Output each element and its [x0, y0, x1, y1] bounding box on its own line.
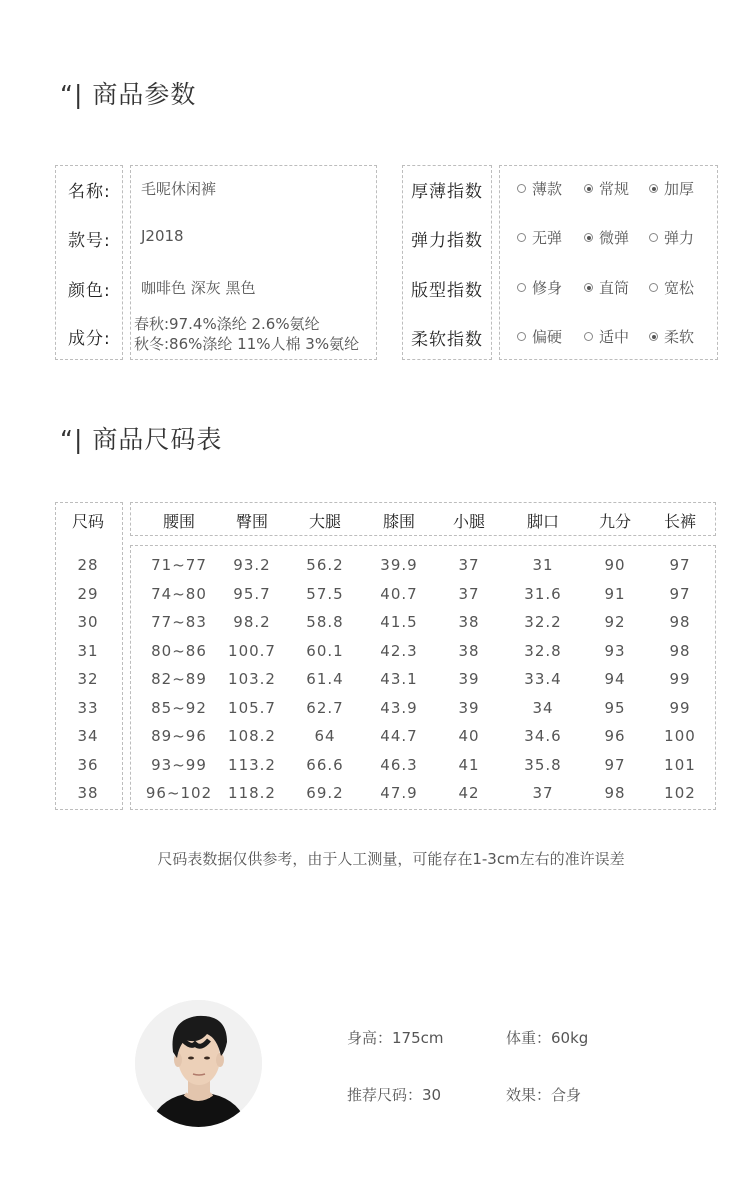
index-option [649, 326, 694, 347]
radio-checked-icon [584, 184, 593, 193]
index-option-label: 弹力 [664, 229, 695, 247]
size-header-cell: 腰围 [162, 512, 196, 531]
size-value-cell: 34 [532, 698, 554, 717]
size-label-cell: 29 [77, 584, 99, 603]
size-label-cell: 32 [77, 670, 99, 688]
size-value-cell: 31 [532, 556, 554, 574]
size-header-cell: 大腿 [308, 512, 342, 531]
size-header-cell: 臀围 [235, 512, 269, 531]
index-option-label: 适中 [599, 328, 630, 346]
radio-unchecked-icon [649, 233, 658, 242]
size-value-cell: 38 [458, 641, 480, 660]
index-option-label: 加厚 [664, 180, 695, 198]
size-label-cell: 30 [77, 613, 99, 631]
size-value-cell: 99 [669, 698, 691, 717]
size-value-cell: 103.2 [228, 670, 276, 688]
size-value-cell: 43.9 [380, 698, 418, 717]
size-value-cell: 37 [458, 556, 480, 574]
size-value-cell: 61.4 [306, 670, 344, 688]
param-value-secondary: 秋冬:86%涤纶 11%人棉 3%氨纶 [134, 335, 360, 353]
size-value-cell: 46.3 [380, 755, 418, 774]
index-option-label: 常规 [599, 180, 630, 198]
index-label: 版型指数 [411, 281, 483, 301]
size-header-cell: 九分 [598, 512, 632, 531]
size-value-cell: 91 [604, 584, 626, 603]
index-option [517, 178, 562, 199]
radio-unchecked-icon [517, 184, 526, 193]
size-chart-title: “| 商品尺码表 [60, 425, 223, 454]
size-value-cell: 39 [458, 670, 480, 688]
radio-checked-icon [649, 184, 658, 193]
size-value-cell: 64 [314, 727, 336, 745]
size-label-cell: 31 [77, 641, 99, 660]
size-value-cell: 97 [669, 584, 691, 603]
size-value-cell: 47.9 [380, 784, 418, 802]
index-option [517, 227, 562, 248]
index-option [584, 326, 629, 347]
index-option [649, 227, 694, 248]
model-weight: 体重：60kg [506, 1029, 589, 1047]
index-option-label: 薄款 [532, 180, 563, 198]
size-label-cell: 34 [77, 727, 99, 745]
size-body-box [130, 545, 716, 810]
size-value-cell: 97 [669, 556, 691, 574]
size-value-cell: 42.3 [380, 641, 418, 660]
index-option [649, 178, 694, 199]
radio-checked-icon [584, 283, 593, 292]
size-value-cell: 100.7 [228, 641, 276, 660]
size-value-cell: 32.2 [524, 613, 562, 631]
param-value: J2018 [141, 227, 184, 245]
size-value-cell: 113.2 [228, 755, 276, 774]
index-label: 柔软指数 [411, 330, 483, 350]
size-value-cell: 32.8 [524, 641, 562, 660]
param-value: 咖啡色 深灰 黑色 [141, 279, 256, 297]
size-value-cell: 44.7 [380, 727, 418, 745]
param-label: 成分: [68, 329, 111, 349]
size-value-cell: 95.7 [233, 584, 271, 603]
size-value-cell: 96~102 [145, 784, 213, 802]
size-value-cell: 57.5 [306, 584, 344, 603]
model-fit-effect: 效果：合身 [506, 1086, 582, 1104]
size-value-cell: 82~89 [151, 670, 207, 688]
size-value-cell: 102 [664, 784, 696, 802]
size-value-cell: 40 [458, 727, 480, 745]
size-value-cell: 96 [604, 727, 626, 745]
size-value-cell: 31.6 [524, 584, 562, 603]
model-recommended-size: 推荐尺码：30 [347, 1086, 442, 1104]
size-value-cell: 95 [604, 698, 626, 717]
size-value-cell: 108.2 [228, 727, 276, 745]
index-option-label: 无弹 [532, 229, 563, 247]
size-value-cell: 105.7 [228, 698, 276, 717]
param-value: 毛呢休闲裤 [141, 180, 217, 198]
radio-unchecked-icon [517, 233, 526, 242]
index-option-label: 微弹 [599, 229, 630, 247]
index-option [584, 277, 629, 298]
size-header-cell: 尺码 [71, 512, 105, 531]
model-portrait [135, 1000, 262, 1127]
size-value-cell: 89~96 [151, 727, 207, 745]
size-value-cell: 98 [604, 784, 626, 802]
index-label: 厚薄指数 [411, 182, 483, 202]
size-value-cell: 69.2 [306, 784, 344, 802]
size-label-cell: 38 [77, 784, 99, 802]
size-value-cell: 101 [664, 755, 696, 774]
size-label-cell: 33 [77, 698, 99, 717]
index-option-label: 偏硬 [532, 328, 563, 346]
index-option [649, 277, 694, 298]
index-label: 弹力指数 [411, 231, 483, 251]
size-value-cell: 33.4 [524, 670, 562, 688]
index-option [584, 227, 629, 248]
radio-unchecked-icon [517, 283, 526, 292]
radio-checked-icon [649, 332, 658, 341]
radio-unchecked-icon [517, 332, 526, 341]
radio-checked-icon [584, 233, 593, 242]
size-value-cell: 93.2 [233, 556, 271, 574]
index-option [517, 277, 562, 298]
size-value-cell: 41 [458, 755, 480, 774]
size-value-cell: 58.8 [306, 613, 344, 631]
param-label: 款号: [68, 231, 111, 251]
size-value-cell: 93~99 [151, 755, 207, 774]
size-value-cell: 43.1 [380, 670, 418, 688]
size-value-cell: 62.7 [306, 698, 344, 717]
index-option-label: 宽松 [664, 279, 695, 297]
size-note: 尺码表数据仅供参考，由于人工测量，可能存在1-3cm左右的准许误差 [157, 850, 625, 868]
size-header-cell: 膝围 [382, 512, 416, 531]
index-option-label: 直筒 [599, 279, 630, 297]
size-value-cell: 38 [458, 613, 480, 631]
size-value-cell: 93 [604, 641, 626, 660]
size-value-cell: 40.7 [380, 584, 418, 603]
size-value-cell: 98.2 [233, 613, 271, 631]
size-value-cell: 118.2 [228, 784, 276, 802]
size-header-cell: 脚口 [526, 512, 560, 531]
size-value-cell: 85~92 [151, 698, 207, 717]
index-option [584, 178, 629, 199]
index-option-label: 修身 [532, 279, 563, 297]
size-value-cell: 60.1 [306, 641, 344, 660]
size-value-cell: 80~86 [151, 641, 207, 660]
params-title: “| 商品参数 [60, 80, 197, 109]
size-value-cell: 37 [458, 584, 480, 603]
radio-unchecked-icon [649, 283, 658, 292]
size-value-cell: 34.6 [524, 727, 562, 745]
size-value-cell: 71~77 [151, 556, 207, 574]
size-value-cell: 94 [604, 670, 626, 688]
size-value-cell: 56.2 [306, 556, 344, 574]
size-value-cell: 77~83 [151, 613, 207, 631]
param-label: 颜色: [68, 281, 111, 301]
size-value-cell: 97 [604, 755, 626, 774]
model-avatar [135, 1000, 262, 1127]
radio-unchecked-icon [584, 332, 593, 341]
param-label: 名称: [68, 182, 111, 202]
size-value-cell: 90 [604, 556, 626, 574]
size-value-cell: 92 [604, 613, 626, 631]
size-value-cell: 42 [458, 784, 480, 802]
size-value-cell: 39 [458, 698, 480, 717]
param-value: 春秋:97.4%涤纶 2.6%氨纶 [134, 315, 320, 333]
size-value-cell: 98 [669, 613, 691, 631]
size-value-cell: 35.8 [524, 755, 562, 774]
size-value-cell: 98 [669, 641, 691, 660]
size-value-cell: 41.5 [380, 613, 418, 631]
size-value-cell: 74~80 [151, 584, 207, 603]
model-height: 身高：175cm [347, 1029, 444, 1047]
size-value-cell: 99 [669, 670, 691, 688]
index-option [517, 326, 562, 347]
size-value-cell: 39.9 [380, 556, 418, 574]
size-value-cell: 37 [532, 784, 554, 802]
index-option-label: 柔软 [664, 328, 695, 346]
size-header-cell: 长裤 [663, 512, 697, 531]
size-value-cell: 100 [664, 727, 696, 745]
size-header-cell: 小腿 [452, 512, 486, 531]
size-label-cell: 36 [77, 755, 99, 774]
size-label-cell: 28 [77, 556, 99, 574]
size-value-cell: 66.6 [306, 755, 344, 774]
